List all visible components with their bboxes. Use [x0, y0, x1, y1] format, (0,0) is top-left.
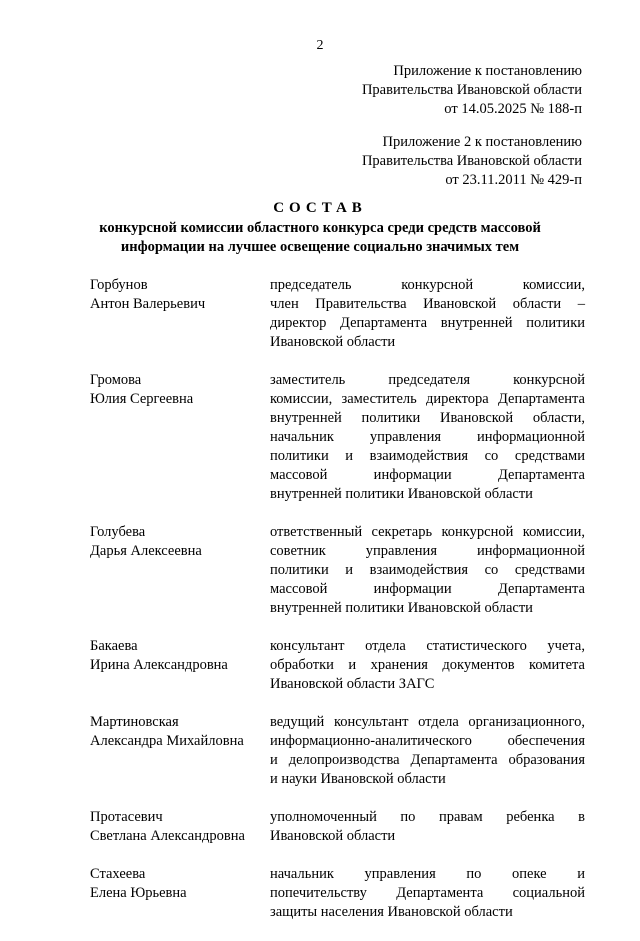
- member-position-line: ответственный секретарь конкурсной комиссии,: [270, 524, 585, 540]
- member-position-line: массовой информации Департамента: [270, 467, 585, 483]
- commission-member: [90, 713, 585, 789]
- member-position-line: советник управления информационной: [270, 543, 585, 559]
- member-surname: Бакаева: [90, 638, 138, 654]
- document-subtitle: [70, 219, 570, 257]
- appendix-current-reference: [362, 62, 582, 119]
- member-surname: Горбунов: [90, 277, 148, 293]
- member-position-line: комиссии, заместитель директора Департамента: [270, 391, 585, 407]
- member-position-line: председатель конкурсной комиссии,: [270, 277, 585, 293]
- member-position-line: массовой информации Департамента: [270, 581, 585, 597]
- member-given-names: Елена Юрьевна: [90, 885, 187, 901]
- member-position-line: начальник управления по опеке и: [270, 866, 585, 882]
- member-surname: Мартиновская: [90, 714, 179, 730]
- member-position-line: внутренней политики Ивановской области: [270, 486, 533, 502]
- commission-member-list: [90, 276, 585, 941]
- member-name: [90, 371, 270, 504]
- member-position-line: начальник управления информационной: [270, 429, 585, 445]
- member-given-names: Дарья Алексеевна: [90, 543, 202, 559]
- member-name: [90, 808, 270, 846]
- member-given-names: Светлана Александровна: [90, 828, 245, 844]
- member-position-line: член Правительства Ивановской области –: [270, 296, 585, 312]
- subtitle-line2: информации на лучшее освещение социально значимых тем: [120, 239, 520, 255]
- member-position-line: внутренней политики Ивановской области: [270, 600, 533, 616]
- member-position: [270, 808, 585, 846]
- member-given-names: Александра Михайловна: [90, 733, 244, 749]
- appendix-original-line1: Приложение 2 к постановлению: [382, 134, 582, 150]
- commission-member: [90, 276, 585, 352]
- member-given-names: Антон Валерьевич: [90, 296, 206, 312]
- appendix-original-line3: от 23.11.2011 № 429-п: [445, 172, 582, 188]
- member-position-line: уполномоченный по правам ребенка в: [270, 809, 585, 825]
- member-position: [270, 371, 585, 504]
- member-position-line: Ивановской области: [270, 334, 396, 350]
- member-position-line: Ивановской области: [270, 828, 396, 844]
- member-position-line: внутренней политики Ивановской области,: [270, 410, 585, 426]
- commission-member: [90, 865, 585, 922]
- commission-member: [90, 808, 585, 846]
- member-name: [90, 637, 270, 694]
- member-position: [270, 637, 585, 694]
- page-number: 2: [316, 38, 324, 53]
- document-title: СОСТАВ: [273, 200, 367, 216]
- subtitle-line1: конкурсной комиссии областного конкурса среди средств массовой: [99, 220, 541, 236]
- member-position-line: защиты населения Ивановской области: [270, 904, 513, 920]
- member-given-names: Юлия Сергеевна: [90, 391, 194, 407]
- member-position-line: и делопроизводства Департамента образования: [270, 752, 585, 768]
- commission-member: [90, 371, 585, 504]
- member-position: [270, 865, 585, 922]
- commission-member: [90, 523, 585, 618]
- member-given-names: Ирина Александровна: [90, 657, 228, 673]
- member-position-line: политики и взаимодействия со средствами: [270, 562, 585, 578]
- member-position: [270, 713, 585, 789]
- appendix-original-reference: [362, 133, 582, 190]
- member-position-line: консультант отдела статистического учета,: [270, 638, 585, 654]
- appendix-current-line1: Приложение к постановлению: [393, 63, 582, 79]
- member-position-line: Ивановской области ЗАГС: [270, 676, 435, 692]
- member-name: [90, 523, 270, 618]
- appendix-current-line2: Правительства Ивановской области: [361, 82, 582, 98]
- commission-member: [90, 637, 585, 694]
- appendix-original-line2: Правительства Ивановской области: [361, 153, 582, 169]
- member-surname: Громова: [90, 372, 142, 388]
- member-position-line: ведущий консультант отдела организационного,: [270, 714, 585, 730]
- member-surname: Стахеева: [90, 866, 146, 882]
- member-position-line: информационно-аналитического обеспечения: [270, 733, 585, 749]
- member-position-line: политики и взаимодействия со средствами: [270, 448, 585, 464]
- member-position: [270, 523, 585, 618]
- member-position-line: директор Департамента внутренней политики: [270, 315, 585, 331]
- member-name: [90, 276, 270, 352]
- member-name: [90, 865, 270, 922]
- member-position-line: попечительству Департамента социальной: [270, 885, 585, 901]
- member-position: [270, 276, 585, 352]
- member-surname: Голубева: [90, 524, 146, 540]
- member-surname: Протасевич: [90, 809, 163, 825]
- member-position-line: обработки и хранения документов комитета: [270, 657, 585, 673]
- member-position-line: заместитель председателя конкурсной: [270, 372, 585, 388]
- appendix-current-line3: от 14.05.2025 № 188-п: [444, 101, 582, 117]
- member-position-line: и науки Ивановской области: [270, 771, 446, 787]
- member-name: [90, 713, 270, 789]
